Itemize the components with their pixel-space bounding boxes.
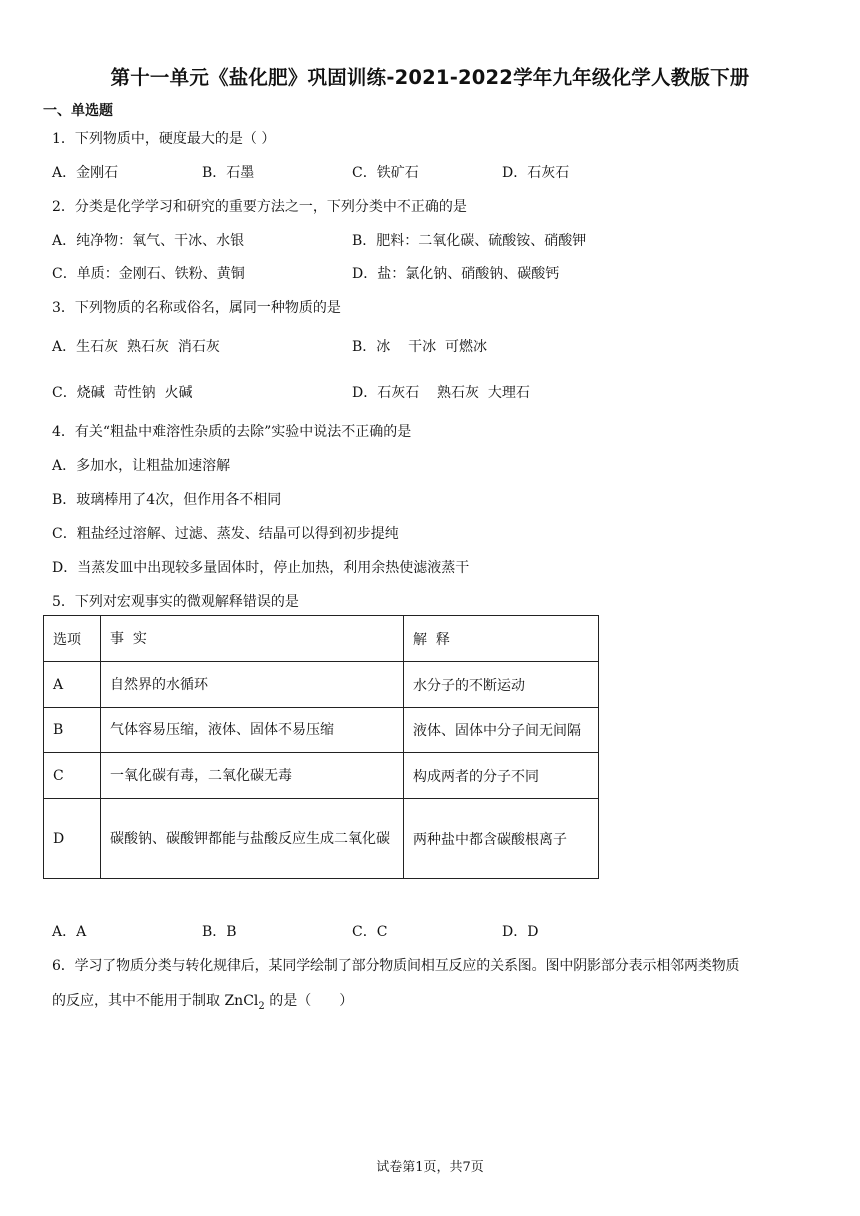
q5-option-a: A．A — [52, 924, 87, 940]
table-cell: A — [44, 662, 101, 708]
facts-table — [43, 615, 599, 879]
table-cell: C — [44, 753, 101, 799]
table-cell: 气体容易压缩，液体、固体不易压缩 — [101, 708, 404, 753]
table-cell: 自然界的水循环 — [101, 662, 404, 708]
q4-option-d: D．当蒸发皿中出现较多量固体时，停止加热，利用余热使滤液蒸干 — [52, 560, 470, 576]
q1-option-a: A．金刚石 — [52, 165, 119, 181]
table-header-cell: 事 实 — [101, 616, 404, 662]
q1-option-d: D．石灰石 — [502, 165, 570, 181]
table-cell: 两种盐中都含碳酸根离子 — [404, 799, 599, 879]
question-2-stem: 2．分类是化学学习和研究的重要方法之一，下列分类中不正确的是 — [52, 199, 467, 215]
question-6-bracket: 的是（ ） — [264, 993, 354, 1009]
q5-option-d: D．D — [502, 924, 539, 940]
q2-option-b: B．肥料：二氧化碳、硫酸铵、硝酸钾 — [352, 233, 587, 249]
question-6-text: 的反应，其中不能用于制取 ZnCl — [52, 993, 259, 1009]
table-cell: B — [44, 708, 101, 753]
question-6-line-2 — [52, 990, 353, 1012]
question-5-stem: 5．下列对宏观事实的微观解释错误的是 — [52, 594, 299, 610]
q1-option-c: C．铁矿石 — [352, 165, 419, 181]
subscript: 2 — [258, 1000, 265, 1012]
q5-option-b: B．B — [202, 924, 237, 940]
q5-option-c: C．C — [352, 924, 388, 940]
q4-option-a: A．多加水，让粗盐加速溶解 — [52, 458, 231, 474]
q3-option-d: D．石灰石 熟石灰 大理石 — [352, 385, 530, 401]
table-row — [44, 662, 599, 708]
table-cell: 构成两者的分子不同 — [404, 753, 599, 799]
q2-option-d: D．盐：氯化钠、硝酸钠、碳酸钙 — [352, 266, 560, 282]
table-row — [44, 708, 599, 753]
table-cell: D — [44, 799, 101, 879]
q4-option-c: C．粗盐经过溶解、过滤、蒸发、结晶可以得到初步提纯 — [52, 526, 399, 542]
question-4-stem: 4．有关“粗盐中难溶性杂质的去除”实验中说法不正确的是 — [52, 424, 412, 440]
q1-option-b: B．石墨 — [202, 165, 255, 181]
table-header-cell: 解 释 — [404, 616, 599, 662]
table-cell: 一氧化碳有毒，二氧化碳无毒 — [101, 753, 404, 799]
page-footer: 试卷第1页，共7页 — [376, 1160, 484, 1175]
q3-option-c: C．烧碱 苛性钠 火碱 — [52, 385, 193, 401]
table-row — [44, 799, 599, 879]
section-heading: 一、单选题 — [43, 103, 113, 119]
question-6-line-1: 6．学习了物质分类与转化规律后，某同学绘制了部分物质间相互反应的关系图。图中阴影部分表示相邻两类物质 — [52, 958, 740, 974]
q2-option-a: A．纯净物：氧气、干冰、水银 — [52, 233, 245, 249]
table-cell: 水分子的不断运动 — [404, 662, 599, 708]
table-header-cell: 选项 — [44, 616, 101, 662]
q2-option-c: C．单质：金刚石、铁粉、黄铜 — [52, 266, 245, 282]
page-title: 第十一单元《盐化肥》巩固训练-2021-2022学年九年级化学人教版下册 — [110, 66, 750, 89]
table-row — [44, 753, 599, 799]
table-cell: 碳酸钠、碳酸钾都能与盐酸反应生成二氧化碳 — [101, 799, 404, 879]
table-header-row — [44, 616, 599, 662]
q4-option-b: B．玻璃棒用了4次，但作用各不相同 — [52, 492, 282, 508]
table-cell: 液体、固体中分子间无间隔 — [404, 708, 599, 753]
q3-option-a: A．生石灰 熟石灰 消石灰 — [52, 339, 220, 355]
question-3-stem: 3．下列物质的名称或俗名，属同一种物质的是 — [52, 300, 341, 316]
question-1-stem: 1．下列物质中，硬度最大的是（ ） — [52, 131, 276, 147]
q3-option-b: B．冰 干冰 可燃冰 — [352, 339, 487, 355]
